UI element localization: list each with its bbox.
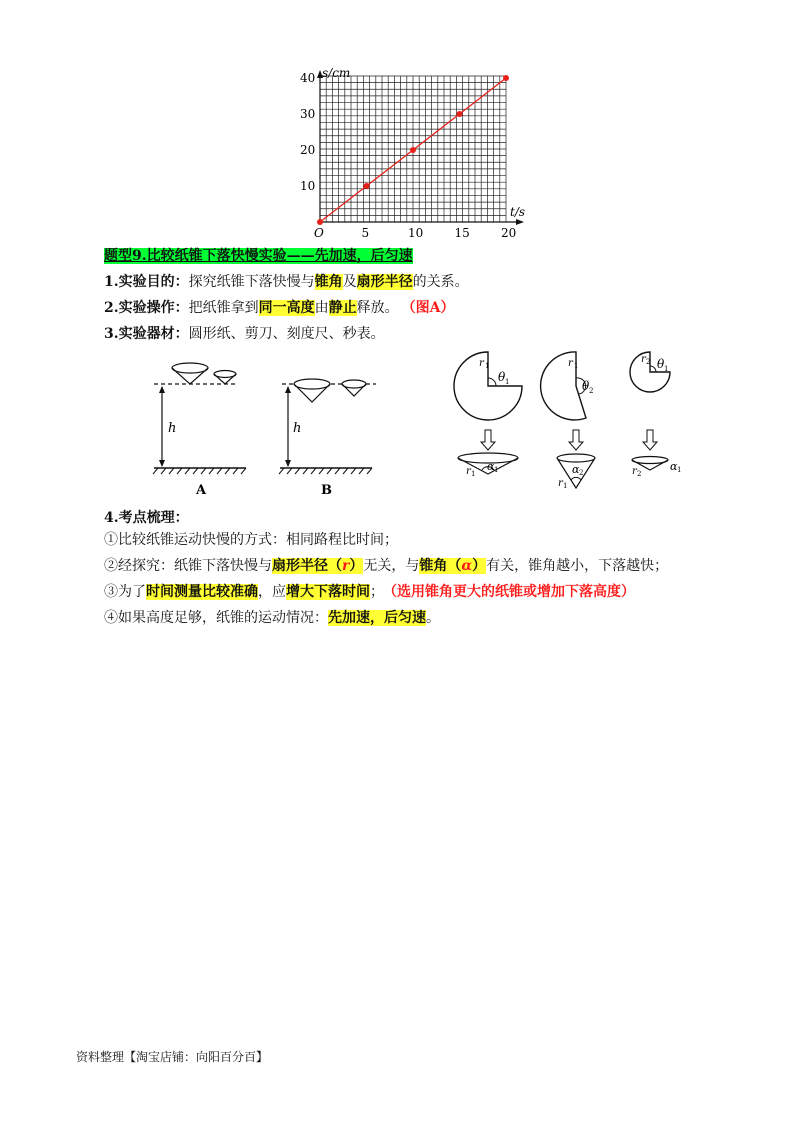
point-3-text-1: ③为了 [104, 584, 146, 600]
cone-2-radius-sub: 1 [563, 482, 568, 490]
operation-label: 2.实验操作 [104, 300, 175, 316]
point-2-angle-word: 锥角 [419, 558, 448, 574]
operation-highlight-height: 同一高度 [258, 300, 315, 316]
point-2-highlight-radius [272, 558, 363, 574]
point-2 [104, 556, 668, 576]
footer-credit: 资料整理【淘宝店铺：向阳百分百】 [76, 1050, 269, 1064]
operation-highlight-rest: 静止 [328, 300, 357, 316]
sector-1-theta: θ [498, 370, 506, 384]
figure-a [153, 363, 246, 498]
sector-1 [454, 352, 522, 478]
cone-2-radius: r [558, 478, 563, 489]
cone-1-radius: r [466, 466, 471, 477]
x-tick-label: 10 [408, 226, 424, 240]
x-tick-label: O [314, 226, 324, 240]
purpose-colon: ： [174, 274, 189, 290]
point-1 [104, 530, 398, 550]
x-axis-label: t/s [510, 205, 526, 219]
x-tick-label: 20 [501, 226, 517, 240]
point-4-text-1: ④如果高度足够，纸锥的运动情况： [104, 610, 328, 626]
sector-1-radius-label: r [479, 358, 484, 369]
x-tick-label: 15 [454, 226, 470, 240]
figure-b [279, 379, 376, 498]
sector-2 [541, 352, 595, 490]
equipment-text: 圆形纸、剪刀、刻度尺、秒表。 [188, 326, 385, 342]
sector-2-radius-label: r [568, 358, 573, 369]
sector-3 [630, 352, 681, 478]
cone-3-alpha-sub: 1 [677, 466, 682, 474]
operation-text-3: 释放。 [356, 300, 399, 316]
equipment-colon: ： [174, 326, 189, 342]
data-point [410, 147, 416, 153]
y-tick-label: 20 [300, 143, 316, 157]
point-2-highlight-angle [419, 558, 486, 574]
point-2-text-2: 无关，与 [363, 558, 420, 574]
point-2-radius-word: 扇形半径 [272, 558, 328, 574]
data-point [503, 75, 509, 81]
sector-cone-figure [448, 346, 688, 494]
sector-3-theta-sub: 1 [664, 365, 669, 373]
point-3-highlight-1: 时间测量比较准确 [146, 584, 258, 600]
cone-3-radius: r [632, 466, 637, 477]
purpose-highlight-radius: 扇形半径 [356, 274, 413, 290]
figure-b-label: B [321, 483, 332, 498]
operation-text-2: 由 [314, 300, 329, 316]
point-1-text: ①比较纸锥运动快慢的方式：相同路程比时间； [104, 532, 398, 548]
purpose-highlight-angle: 锥角 [314, 274, 343, 290]
purpose-label: 1.实验目的 [104, 274, 175, 290]
cone-1-radius-sub: 1 [471, 470, 476, 478]
purpose-line [104, 272, 469, 292]
y-axis-label: s/cm [322, 68, 351, 80]
point-3-highlight-2: 增大下落时间 [286, 584, 370, 600]
drop-setup-figure [150, 360, 390, 500]
equipment-label: 3.实验器材 [104, 326, 175, 342]
point-3-text-3: ； [370, 584, 384, 600]
data-point [317, 219, 323, 225]
y-tick-label: 30 [300, 107, 316, 121]
point-3-text-2: ，应 [258, 584, 286, 600]
operation-colon: ： [174, 300, 189, 316]
point-2-symbol-r: r [342, 558, 350, 574]
data-point [457, 111, 463, 117]
chart-svg [296, 68, 536, 244]
purpose-text-3: 的关系。 [412, 274, 469, 290]
purpose-text-1: 探究纸锥下落快慢与 [188, 274, 315, 290]
sector-2-theta-sub: 2 [589, 387, 594, 395]
point-2-paren-open-2: （ [447, 558, 462, 574]
point-4-highlight: 先加速，后匀速 [328, 610, 426, 626]
sector-3-radius-sub: 2 [646, 358, 651, 366]
y-tick-label: 40 [300, 71, 316, 85]
section-title-line [104, 246, 413, 266]
x-tick-label: 5 [361, 226, 370, 240]
point-4-text-2: 。 [426, 610, 440, 626]
point-2-paren-close-1: ） [349, 558, 364, 574]
cone-1-alpha: α [487, 460, 495, 473]
operation-note: （图A） [408, 300, 455, 316]
y-tick-label: 10 [300, 179, 316, 193]
s-t-chart [296, 68, 536, 244]
point-3-red-note: （选用锥角更大的纸锥或增加下落高度） [390, 584, 635, 600]
sector-2-radius-sub: 1 [574, 362, 579, 370]
figure-a-label: A [196, 483, 207, 498]
point-2-paren-open-1: （ [328, 558, 342, 574]
sector-3-radius-label: r [641, 354, 646, 365]
point-2-paren-close-2: ） [472, 558, 487, 574]
cone-2-alpha: α [572, 463, 580, 476]
point-3 [104, 582, 635, 602]
point-2-symbol-alpha: α [461, 558, 473, 574]
x-axis-arrow [516, 219, 524, 225]
point-2-text-1: ②经探究：纸锥下落快慢与 [104, 558, 272, 574]
point-4 [104, 608, 440, 628]
operation-line [104, 298, 455, 318]
height-label-b: h [293, 421, 302, 436]
cone-2-alpha-sub: 2 [579, 469, 584, 477]
section-title: 题型9.比较纸锥下落快慢实验——先加速，后匀速 [104, 248, 413, 264]
cone-1-alpha-sub: 1 [494, 466, 499, 474]
sector-3-theta: θ [657, 357, 665, 371]
sector-1-theta-sub: 1 [505, 378, 510, 386]
point-2-text-3: 有关，锥角越小，下落越快； [486, 558, 669, 574]
sector-2-theta: θ [582, 379, 590, 393]
cone-3-alpha: α [670, 460, 678, 473]
points-heading: 4.考点梳理： [104, 510, 189, 526]
sector-1-radius-sub: 1 [485, 362, 490, 370]
data-point [364, 183, 370, 189]
equipment-line [104, 324, 385, 344]
height-label-a: h [168, 421, 177, 436]
points-heading-line [104, 508, 189, 528]
cone-3-radius-sub: 2 [637, 470, 642, 478]
purpose-text-2: 及 [342, 274, 357, 290]
operation-text-1: 把纸锥拿到 [188, 300, 259, 316]
